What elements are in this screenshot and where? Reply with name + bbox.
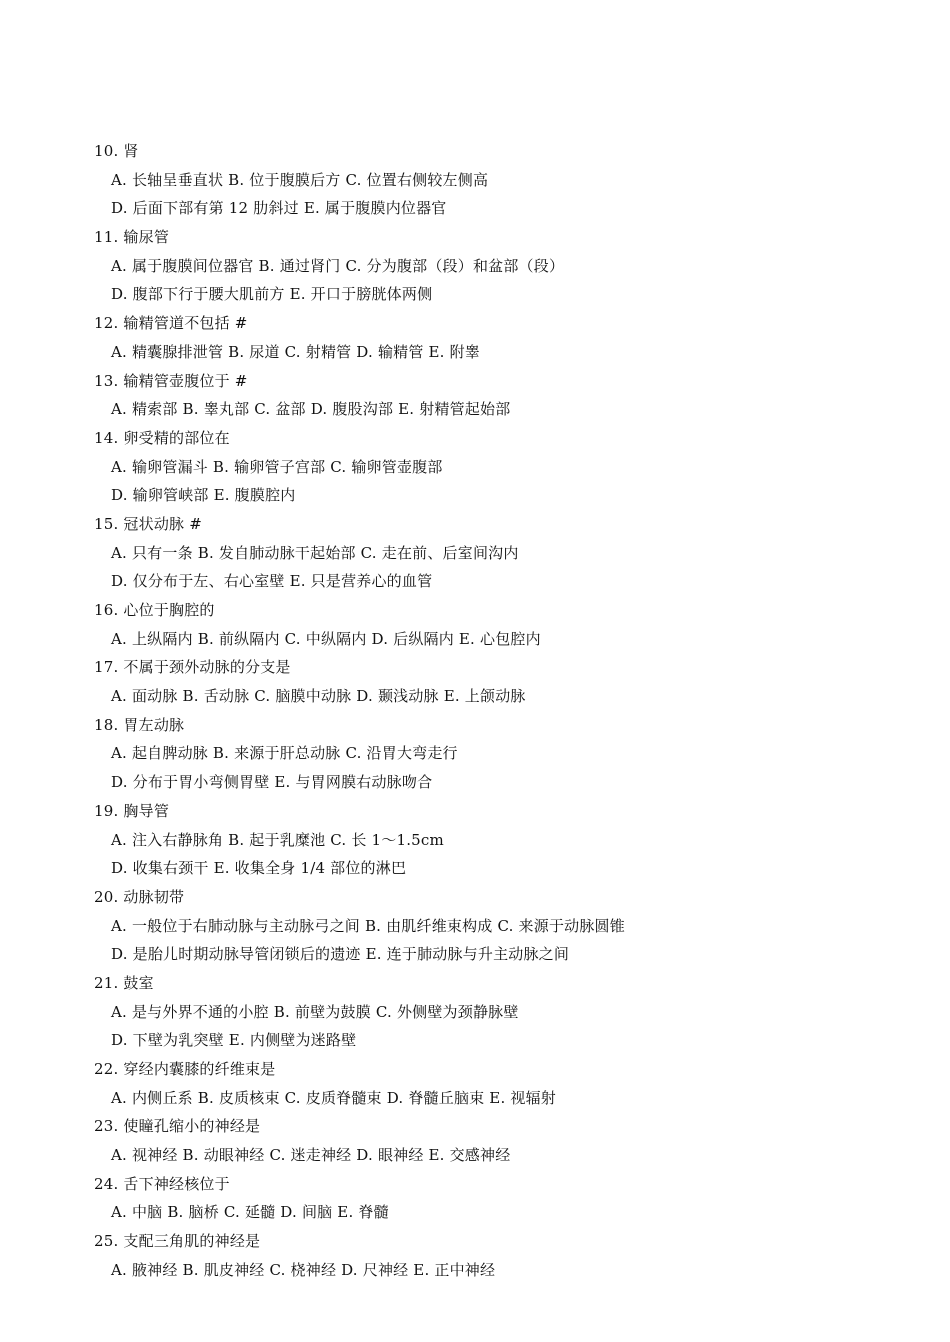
question-stem: 20. 动脉韧带: [94, 887, 185, 906]
question-options: A. 内侧丘系 B. 皮质核束 C. 皮质脊髓束 D. 脊髓丘脑束 E. 视辐射: [111, 1088, 556, 1107]
question-options: D. 是胎儿时期动脉导管闭锁后的遗迹 E. 连于肺动脉与升主动脉之间: [111, 945, 570, 964]
question-options: A. 一般位于右肺动脉与主动脉弓之间 B. 由肌纤维束构成 C. 来源于动脉圆锥: [111, 916, 625, 935]
question-stem: 21. 鼓室: [94, 973, 154, 992]
question-stem: 13. 输精管壶腹位于 #: [94, 371, 248, 390]
question-stem: 12. 输精管道不包括 #: [94, 314, 248, 333]
question-options: A. 精索部 B. 睾丸部 C. 盆部 D. 腹股沟部 E. 射精管起始部: [111, 400, 511, 419]
question-options: D. 后面下部有第 12 肋斜过 E. 属于腹膜内位器官: [111, 199, 447, 218]
question-options: A. 输卵管漏斗 B. 输卵管子宫部 C. 输卵管壶腹部: [111, 457, 443, 476]
question-options: D. 输卵管峡部 E. 腹膜腔内: [111, 486, 296, 505]
question-stem: 24. 舌下神经核位于: [94, 1174, 230, 1193]
question-options: A. 属于腹膜间位器官 B. 通过肾门 C. 分为腹部（段）和盆部（段）: [111, 256, 565, 275]
question-options: A. 上纵隔内 B. 前纵隔内 C. 中纵隔内 D. 后纵隔内 E. 心包腔内: [111, 629, 541, 648]
question-stem: 19. 胸导管: [94, 801, 170, 820]
question-options: D. 下壁为乳突壁 E. 内侧壁为迷路壁: [111, 1031, 357, 1050]
question-stem: 25. 支配三角肌的神经是: [94, 1232, 261, 1251]
question-stem: 23. 使瞳孔缩小的神经是: [94, 1117, 261, 1136]
question-options: A. 中脑 B. 脑桥 C. 延髓 D. 间脑 E. 脊髓: [111, 1203, 389, 1222]
question-stem: 10. 肾: [94, 142, 139, 160]
question-options: A. 视神经 B. 动眼神经 C. 迷走神经 D. 眼神经 E. 交感神经: [111, 1146, 511, 1165]
question-stem: 14. 卵受精的部位在: [94, 428, 230, 447]
question-stem: 15. 冠状动脉 #: [94, 514, 202, 533]
question-options: D. 仅分布于左、右心室壁 E. 只是营养心的血管: [111, 572, 433, 591]
question-stem: 22. 穿经内囊膝的纤维束是: [94, 1060, 276, 1078]
question-options: A. 长轴呈垂直状 B. 位于腹膜后方 C. 位置右侧较左侧高: [111, 170, 489, 189]
question-options: A. 是与外界不通的小腔 B. 前壁为鼓膜 C. 外侧壁为颈静脉壁: [111, 1002, 519, 1021]
question-options: D. 收集右颈干 E. 收集全身 1/4 部位的淋巴: [111, 859, 407, 878]
question-options: A. 精囊腺排泄管 B. 尿道 C. 射精管 D. 输精管 E. 附睾: [111, 342, 480, 361]
question-options: A. 起自脾动脉 B. 来源于肝总动脉 C. 沿胃大弯走行: [111, 744, 458, 763]
question-options: D. 分布于胃小弯侧胃壁 E. 与胃网膜右动脉吻合: [111, 773, 433, 792]
question-stem: 11. 输尿管: [94, 228, 170, 247]
question-options: A. 腋神经 B. 肌皮神经 C. 桡神经 D. 尺神经 E. 正中神经: [111, 1260, 496, 1279]
question-options: A. 注入右静脉角 B. 起于乳糜池 C. 长 1～1.5cm: [111, 830, 444, 849]
question-options: A. 面动脉 B. 舌动脉 C. 脑膜中动脉 D. 颞浅动脉 E. 上颌动脉: [111, 687, 526, 706]
question-options: D. 腹部下行于腰大肌前方 E. 开口于膀胱体两侧: [111, 285, 433, 304]
question-list: [94, 137, 914, 1285]
question-stem: 17. 不属于颈外动脉的分支是: [94, 658, 291, 677]
question-options: A. 只有一条 B. 发自肺动脉干起始部 C. 走在前、后室间沟内: [111, 543, 519, 562]
question-stem: 16. 心位于胸腔的: [94, 601, 215, 619]
question-stem: 18. 胃左动脉: [94, 715, 185, 734]
